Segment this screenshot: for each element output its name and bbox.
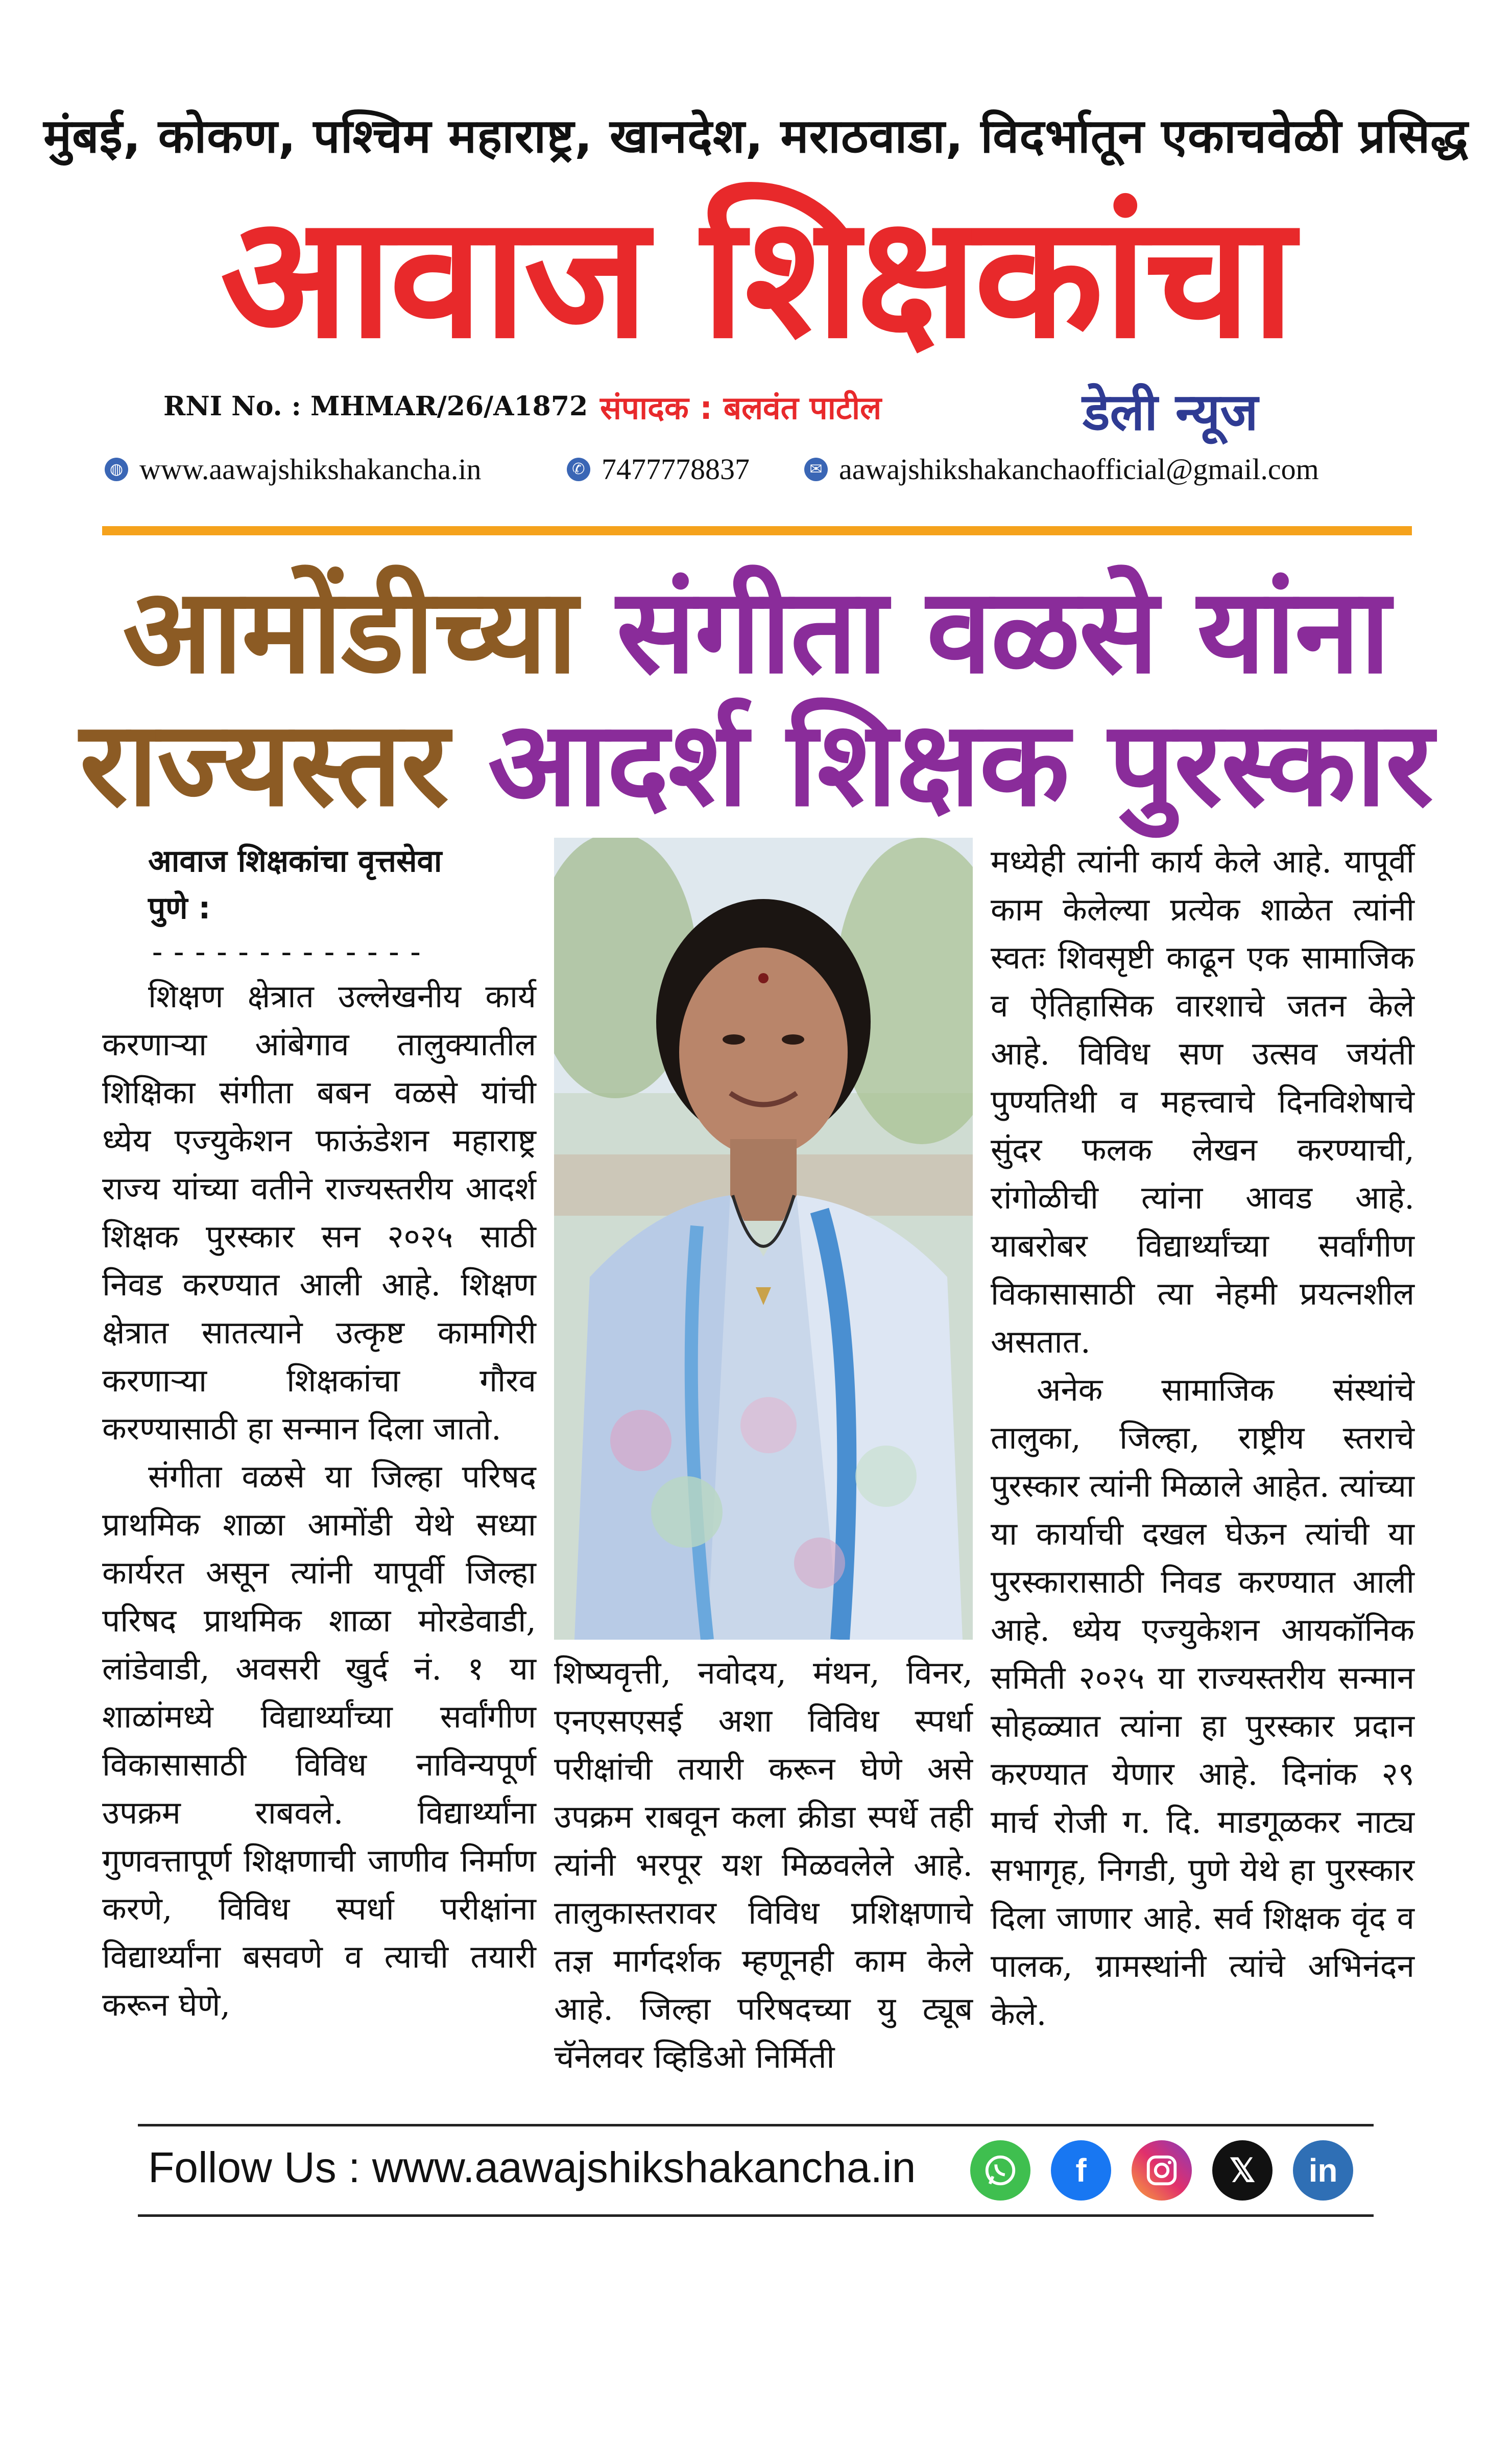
teacher-portrait-photo — [554, 838, 973, 1640]
article-column-2 — [554, 1649, 973, 2081]
linkedin-glyph: in — [1308, 2152, 1338, 2189]
website-contact[interactable] — [105, 452, 481, 486]
headline-name: संगीता वळसे यांना — [616, 563, 1389, 700]
article-paragraph: मध्येही त्यांनी कार्य केले आहे. यापूर्वी काम केलेल्या प्रत्येक शाळेत त्यांनी स्वतः शिवसृष्टी काढून एक सामाजिक व ऐतिहासिक वारशाचे जतन केले आहे. विविध सण उत्सव जयंती पुण्यतिथी व महत्त्वाचे दिनविशेषाचे सुंदर फलक लेखन करण्याची, रांगोळीची त्यांना आवड आहे. याबरोबर विद्यार्थ्यांच्या सर्वांगीण विकासासाठी त्या नेहमी प्रयत्नशील असतात. — [991, 843, 1414, 1360]
follow-us-link[interactable]: Follow Us : www.aawajshikshakancha.in — [148, 2143, 916, 2191]
email-contact[interactable] — [804, 452, 1319, 486]
article-paragraph: अनेक सामाजिक संस्थांचे तालुका, जिल्हा, राष्ट्रीय स्तराचे पुरस्कार त्यांनी मिळाले आहेत. त्यांच्या या कार्याची दखल घेऊन त्यांची या पुरस्कारासाठी निवड करण्यात आली आहे. ध्येय एज्युकेशन आयकॉनिक समिती २०२५ या राज्यस्तरीय सन्मान सोहळ्यात त्यांना हा पुरस्कार प्रदान करण्यात येणार आहे. दिनांक २९ मार्च रोजी ग. दि. माडगूळकर नाट्य सभागृह, निगडी, पुणे येथे हा पुरस्कार दिला जाणार आहे. सर्व शिक्षक वृंद व पालक, ग्रामस्थांनी त्यांचे अभिनंदन केले. — [991, 1371, 1414, 2032]
byline-separator: ------------- — [148, 934, 428, 970]
instagram-icon[interactable] — [1132, 2140, 1192, 2201]
article-paragraph: संगीता वळसे या जिल्हा परिषद प्राथमिक शाळा आमोंडी येथे सध्या कार्यरत असून त्यांनी यापूर्वी जिल्हा परिषद प्राथमिक शाळा मोरडेवाडी, लांडेवाडी, अवसरी खुर्द नं. १ या शाळांमध्ये विद्यार्थ्यांच्या सर्वांगीण विकासासाठी विविध नाविन्यपूर्ण उपक्रम राबवले. विद्यार्थ्यांना गुणवत्तापूर्ण शिक्षणाची जाणीव निर्माण करणे, विविध स्पर्धा परीक्षांना विद्यार्थ्यांना बसवणे व त्याची तयारी करून घेणे, — [102, 1458, 536, 2023]
phone-text[interactable]: 7477778837 — [602, 453, 750, 486]
daily-news-label: डेली न्यूज — [1083, 382, 1258, 442]
footer-bottom-rule — [138, 2214, 1374, 2217]
phone-icon: ✆ — [567, 458, 590, 481]
article-paragraph: शिष्यवृत्ती, नवोदय, मंथन, विनर, एनएसएसई अशा विविध स्पर्धा परीक्षांची तयारी करून घेणे असे उपक्रम राबवून कला क्रीडा स्पर्धे तही त्यांनी भरपूर यश मिळवलेले आहे. तालुकास्तरावर विविध प्रशिक्षणाचे तज्ञ मार्गदर्शक म्हणूनही काम केले आहे. जिल्हा परिषदच्या यु ट्यूब चॅनेलवर व्हिडिओ निर्मिती — [554, 1654, 973, 2075]
article-column-1 — [102, 838, 536, 2029]
byline-agency: आवाज शिक्षकांचा वृत्तसेवा — [148, 843, 442, 879]
facebook-glyph: f — [1075, 2152, 1087, 2189]
headline-award: आदर्श शिक्षक पुरस्कार — [488, 696, 1433, 833]
byline-location: पुणे : — [148, 890, 211, 926]
whatsapp-glyph — [982, 2153, 1018, 2188]
headline-line-1 — [0, 563, 1512, 700]
editor-credit: संपादक : बलवंत पाटील — [600, 389, 882, 427]
whatsapp-icon[interactable] — [970, 2140, 1030, 2201]
footer-top-rule — [138, 2124, 1374, 2126]
facebook-icon[interactable] — [1051, 2140, 1111, 2201]
globe-icon: ◍ — [105, 458, 128, 481]
headline-line-2 — [0, 696, 1512, 833]
linkedin-icon[interactable] — [1293, 2140, 1353, 2201]
masthead-title: आवाज शिक्षकांचा — [220, 179, 1292, 375]
article-paragraph: शिक्षण क्षेत्रात उल्लेखनीय कार्य करणाऱ्या आंबेगाव तालुक्यातील शिक्षिका संगीता बबन वळसे यांची ध्येय एज्युकेशन फाऊंडेशन महाराष्ट्र राज्य यांच्या वतीने राज्यस्तरीय आदर्श शिक्षक पुरस्कार सन २०२५ साठी निवड करण्यात आली आहे. शिक्षण क्षेत्रात सातत्याने उत्कृष्ट कामगिरी करणाऱ्या शिक्षकांचा गौरव करण्यासाठी हा सन्मान दिला जातो. — [102, 978, 536, 1447]
phone-contact[interactable] — [567, 452, 750, 486]
x-glyph: 𝕏 — [1229, 2151, 1256, 2189]
article-column-3 — [991, 838, 1414, 2038]
email-text[interactable]: aawajshikshakanchaofficial@gmail.com — [839, 453, 1319, 486]
instagram-glyph — [1144, 2153, 1180, 2188]
portrait-illustration — [554, 838, 973, 1640]
header-divider — [102, 526, 1412, 535]
email-icon: ✉ — [804, 458, 828, 481]
tagline: मुंबई, कोकण, पश्चिम महाराष्ट्र, खानदेश, मराठवाडा, विदर्भातून एकाचवेळी प्रसिद्ध — [43, 109, 1469, 163]
website-text[interactable]: www.aawajshikshakancha.in — [139, 453, 482, 486]
headline-village: आमोंडीच्या — [123, 563, 577, 700]
x-icon[interactable] — [1212, 2140, 1273, 2201]
headline-level: राज्यस्तर — [79, 696, 448, 833]
rni-number: RNI No. : MHMAR/26/A1872 — [163, 391, 588, 422]
